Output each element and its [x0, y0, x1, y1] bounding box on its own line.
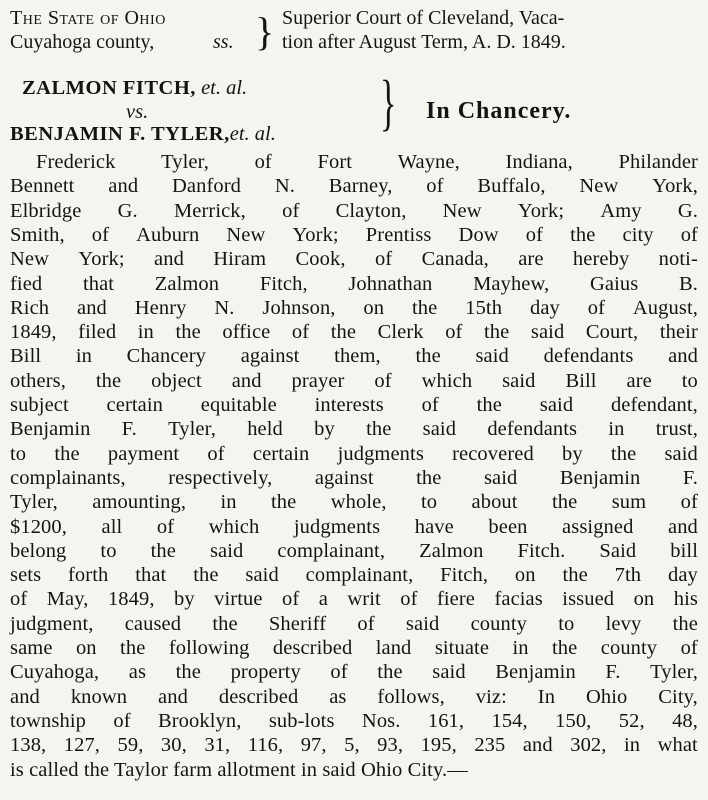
body-line: New York; and Hiram Cook, of Canada, are hereby noti- — [10, 248, 698, 271]
header-term: tion after August Term, A. D. 1849. — [282, 31, 566, 53]
defendant-etal: et. al. — [229, 123, 276, 145]
plaintiff-etal: et. al. — [201, 77, 248, 99]
body-line: is called the Taylor farm allotment in said Ohio City.— — [10, 758, 468, 781]
body-line: Cuyahoga, as the property of the said Benjamin F. Tyler, — [10, 661, 698, 684]
defendant-name: BENJAMIN F. TYLER, — [10, 123, 230, 145]
plaintiff-line — [22, 76, 698, 100]
header-county: Cuyahoga county, — [10, 31, 155, 53]
body-line: Tyler, amounting, in the whole, to about the sum of — [10, 491, 698, 514]
body-line: subject certain equitable interests of the said defendant, — [10, 394, 698, 416]
body-line: complainants, respectively, against the said Benjamin F. — [10, 466, 698, 489]
body-line: judgment, caused the Sheriff of said county to levy the — [10, 612, 698, 635]
body-line: to the payment of certain judgments recovered by the said — [10, 442, 698, 465]
parties-brace: } — [380, 69, 397, 137]
body-line: fied that Zalmon Fitch, Johnathan Mayhew, Gaius B. — [10, 272, 698, 295]
body-line: others, the object and prayer of which said Bill are to — [10, 369, 698, 392]
chancery-title: In Chancery. — [426, 98, 572, 124]
body-line: Bennett and Danford N. Barney, of Buffalo, New York, — [10, 175, 698, 198]
body-line: belong to the said complainant, Zalmon Fitch. Said bill — [10, 539, 698, 562]
plaintiff-name: ZALMON FITCH, — [22, 77, 196, 99]
versus: vs. — [126, 101, 149, 123]
body-line: Benjamin F. Tyler, held by the said defendants in trust, — [10, 418, 698, 441]
body-line: 1849, filed in the office of the Clerk of the said Court, their — [10, 321, 698, 344]
body-line: 138, 127, 59, 30, 31, 116, 97, 5, 93, 195, 235 and 302, in what — [10, 734, 698, 757]
defendant-line — [10, 122, 698, 146]
body-line: of May, 1849, by virtue of a writ of fiere facias issued on his — [10, 588, 698, 611]
body-line: Smith, of Auburn New York; Prentiss Dow of the city of — [10, 223, 698, 246]
body-line: same on the following described land situate in the county of — [10, 637, 698, 659]
body-line: Elbridge G. Merrick, of Clayton, New York; Amy G. — [10, 199, 698, 222]
header-court: Superior Court of Cleveland, Vaca- — [282, 7, 565, 29]
header-brace: } — [255, 9, 275, 54]
body-line: township of Brooklyn, sub-lots Nos. 161, 154, 150, 52, 48, — [10, 709, 698, 732]
body-line: Bill in Chancery against them, the said defendants and — [10, 345, 698, 368]
body-line: Frederick Tyler, of Fort Wayne, Indiana, Philander — [36, 151, 698, 173]
header-ss: ss. — [213, 31, 234, 53]
versus-line — [126, 100, 698, 124]
body-line: $1200, all of which judgments have been assigned and — [10, 515, 698, 538]
body-line: Rich and Henry N. Johnson, on the 15th day of August, — [10, 296, 698, 319]
header-state: The State of Ohio — [10, 7, 166, 29]
body-line: sets forth that the said complainant, Fitch, on the 7th day — [10, 564, 698, 587]
body-line: and known and described as follows, viz: In Ohio City, — [10, 685, 698, 708]
